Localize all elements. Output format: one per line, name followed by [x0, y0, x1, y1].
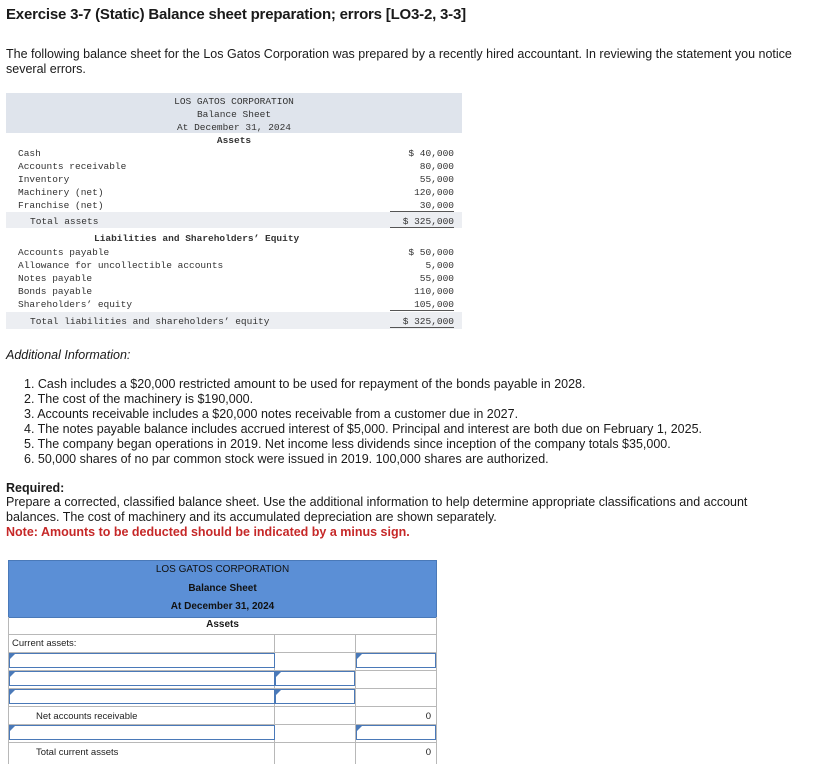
grid-line [436, 634, 437, 764]
answer-worksheet [8, 560, 437, 764]
original-asset-amount: $ 40,000 [408, 148, 454, 159]
original-liab-label: Shareholders’ equity [18, 299, 133, 310]
exercise-title: Exercise 3-7 (Static) Balance sheet preparation; errors [LO3-2, 3-3] [6, 6, 466, 23]
amount-input[interactable] [356, 725, 436, 740]
original-liab-amount: 55,000 [419, 273, 454, 284]
additional-info-item: 1. Cash includes a $20,000 restricted amount to be used for repayment of the bonds payable in 2028. [24, 377, 586, 391]
original-total-assets-label: Total assets [30, 216, 99, 227]
additional-info-item: 6. 50,000 shares of no par common stock were issued in 2019. 100,000 shares are authorized. [24, 452, 549, 466]
original-asset-amount: 80,000 [419, 161, 454, 172]
account-name-input[interactable] [9, 725, 275, 740]
original-liab-label: Bonds payable [18, 286, 93, 297]
original-liab-amount: 5,000 [425, 260, 454, 271]
additional-info-item: 4. The notes payable balance includes accrued interest of $5,000. Principal and interest are both due on February 1, 2025. [24, 422, 702, 436]
worksheet-statement-name: Balance Sheet [188, 583, 257, 594]
intro-text: The following balance sheet for the Los Gatos Corporation was prepared by a recently hired accountant. In reviewing the statement you notice several errors. [6, 47, 792, 76]
original-total-assets-amount: $ 325,000 [390, 216, 454, 228]
amount-input[interactable] [356, 653, 436, 668]
grid-line [8, 742, 437, 743]
worksheet-company: LOS GATOS CORPORATION [155, 564, 290, 575]
original-total-liab-label: Total liabilities and shareholders’ equity [30, 316, 270, 327]
original-liab-amount: 105,000 [390, 299, 454, 311]
original-asset-label: Cash [18, 148, 41, 159]
account-name-input[interactable] [9, 689, 275, 704]
original-assets-heading: Assets [216, 135, 252, 146]
original-liab-heading: Liabilities and Shareholders’ Equity [94, 233, 300, 244]
additional-info-list [24, 377, 784, 467]
worksheet-assets-heading: Assets [8, 617, 437, 635]
original-asset-amount: 55,000 [419, 174, 454, 185]
original-liab-label: Allowance for uncollectible accounts [18, 260, 224, 271]
grid-line [8, 706, 437, 707]
original-asset-amount: 30,000 [390, 200, 454, 212]
original-asset-label: Franchise (net) [18, 200, 104, 211]
original-asset-label: Machinery (net) [18, 187, 104, 198]
net-ar-label: Net accounts receivable [36, 711, 138, 722]
amount-input[interactable] [275, 689, 355, 704]
original-liab-label: Accounts payable [18, 247, 110, 258]
worksheet-header [8, 560, 437, 618]
original-balance-sheet [6, 93, 462, 333]
original-liab-label: Notes payable [18, 273, 93, 284]
additional-info-title: Additional Information: [6, 348, 131, 362]
required-note: Note: Amounts to be deducted should be indicated by a minus sign. [6, 525, 410, 539]
original-asset-label: Accounts receivable [18, 161, 127, 172]
original-total-liab-amount: $ 325,000 [390, 316, 454, 328]
net-ar-value: 0 [425, 711, 431, 722]
original-liab-amount: $ 50,000 [408, 247, 454, 258]
original-company: LOS GATOS CORPORATION [174, 96, 294, 107]
additional-info-item: 5. The company began operations in 2019. Net income less dividends since inception of the company totals $35,000. [24, 437, 671, 451]
total-current-assets-value: 0 [425, 747, 431, 758]
worksheet-date: At December 31, 2024 [170, 601, 275, 612]
account-name-input[interactable] [9, 671, 275, 686]
original-statement-name: Balance Sheet [196, 109, 272, 120]
account-name-input[interactable] [9, 653, 275, 668]
current-assets-label: Current assets: [12, 638, 77, 649]
total-current-assets-label: Total current assets [36, 747, 119, 758]
original-asset-amount: 120,000 [414, 187, 454, 198]
original-liab-amount: 110,000 [414, 286, 454, 297]
original-date: At December 31, 2024 [176, 122, 292, 133]
original-asset-label: Inventory [18, 174, 70, 185]
additional-info-item: 3. Accounts receivable includes a $20,000 notes receivable from a customer due in 2027. [24, 407, 519, 421]
required-text: Prepare a corrected, classified balance sheet. Use the additional information to help determine appropriate classifications and account balances. The cost of machinery and its accumulated depreciation are shown separately. [6, 495, 748, 524]
additional-info-item: 2. The cost of the machinery is $190,000. [24, 392, 254, 406]
amount-input[interactable] [275, 671, 355, 686]
required-label: Required: [6, 481, 65, 495]
